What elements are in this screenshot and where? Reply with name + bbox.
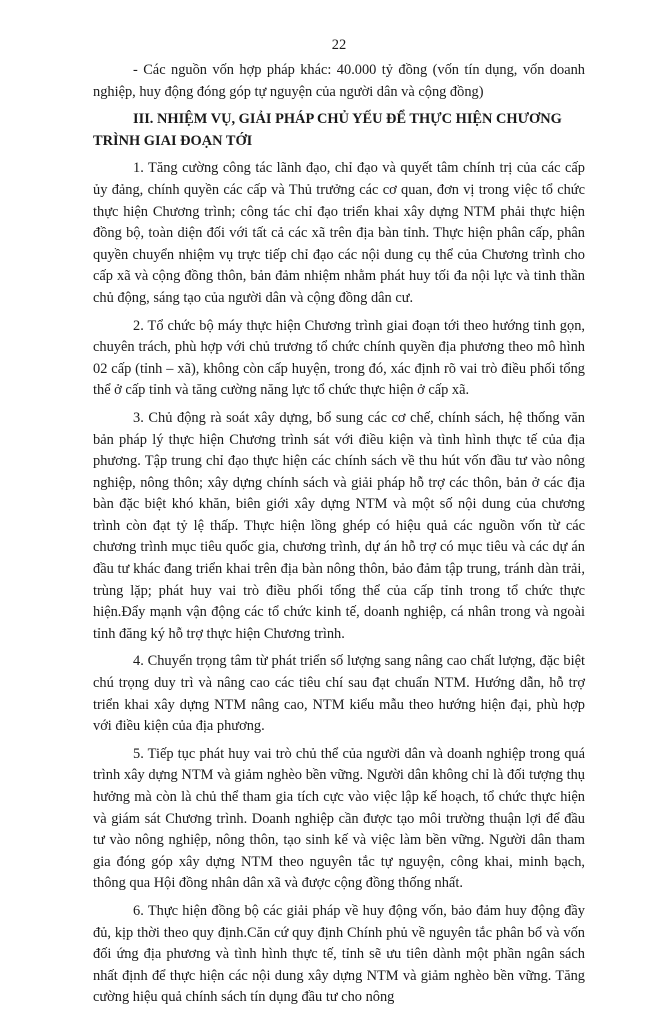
paragraph-3: 3. Chủ động rà soát xây dựng, bổ sung các cơ chế, chính sách, hệ thống văn bản pháp lý thực hiện Chương trình sát với điều kiện và tình hình thực tế của địa phương. Tập trung chỉ đạo thực hiện các chính sách về thu hút vốn đầu tư vào nông nghiệp, nông thôn; xây dựng chính sách và giải pháp hỗ trợ các thôn, bản ở các địa bàn đặc biệt khó khăn, biên giới xây dựng NTM và một số nội dung của chương trình còn đạt tỷ lệ thấp. Thực hiện lồng ghép có hiệu quả các nguồn vốn từ các chương trình mục tiêu quốc gia, chương trình, dự án hỗ trợ có mục tiêu và các dự án đầu tư khác đang triển khai trên địa bàn nông thôn, bảo đảm tập trung, tránh dàn trải, trùng lặp; phát huy vai trò điều phối tổng thể của cấp tỉnh trong tổ chức thực hiện.Đẩy mạnh vận động các tổ chức kinh tế, doanh nghiệp, cá nhân trong và ngoài tỉnh đăng ký hỗ trợ thực hiện Chương trình. bbox=[93, 409, 585, 642]
document-page bbox=[93, 36, 585, 1015]
paragraph-4: 4. Chuyển trọng tâm từ phát triển số lượng sang nâng cao chất lượng, đặc biệt chú trọng duy trì và nâng cao các tiêu chí sau đạt chuẩn NTM. Hướng dẫn, hỗ trợ triển khai xây dựng NTM nâng cao, NTM kiểu mẫu theo hướng hiện đại, phù hợp với điều kiện của địa phương. bbox=[93, 653, 585, 735]
paragraph-2: 2. Tổ chức bộ máy thực hiện Chương trình giai đoạn tới theo hướng tinh gọn, chuyên trách, phù hợp với chủ trương tổ chức chính quyền địa phương theo mô hình 02 cấp (tỉnh – xã), không còn cấp huyện, trong đó, xác định rõ vai trò điều phối tổng thể ở cấp tỉnh và tăng cường năng lực tổ chức thực hiện ở cấp xã. bbox=[93, 317, 585, 399]
section-heading: III. NHIỆM VỤ, GIẢI PHÁP CHỦ YẾU ĐỂ THỰC HIỆN CHƯƠNG TRÌNH GIAI ĐOẠN TỚI bbox=[93, 111, 562, 149]
page-number: 22 bbox=[331, 37, 347, 53]
paragraph-5: 5. Tiếp tục phát huy vai trò chủ thể của người dân và doanh nghiệp trong quá trình xây dựng NTM và giảm nghèo bền vững. Người dân không chỉ là đối tượng thụ hưởng mà còn là chủ thể tham gia tích cực vào việc lập kế hoạch, tổ chức thực hiện và giám sát Chương trình. Doanh nghiệp cần được tạo môi trường thuận lợi để đầu tư vào nông nghiệp, nông thôn, tạo sinh kế và việc làm bền vững. Người dân tham gia đóng góp xây dựng NTM theo nguyên tắc tự nguyện, công khai, minh bạch, thông qua Hội đồng nhân dân xã và được cộng đồng thống nhất. bbox=[93, 745, 585, 892]
paragraph-6: 6. Thực hiện đồng bộ các giải pháp về huy động vốn, bảo đảm huy động đầy đủ, kịp thời theo quy định.Căn cứ quy định Chính phủ về nguyên tắc phân bổ và vốn đối ứng địa phương và tình hình thực tế, tỉnh sẽ ưu tiên dành một phần ngân sách nhất định để thực hiện các nội dung xây dựng NTM và giảm nghèo bền vững. Tăng cường hiệu quả chính sách tín dụng đầu tư cho nông bbox=[93, 902, 585, 1006]
paragraph-1: 1. Tăng cường công tác lãnh đạo, chỉ đạo và quyết tâm chính trị của các cấp ủy đảng, chính quyền các cấp và Thủ trưởng các cơ quan, đơn vị trong việc tổ chức thực hiện Chương trình; công tác chỉ đạo triển khai xây dựng NTM phải thực hiện đồng bộ, toàn diện đối với tất cả các xã trên địa bàn tỉnh. Thực hiện phân cấp, phân quyền chuyển nhiệm vụ trực tiếp chỉ đạo các nội dung cụ thể của Chương trình cho cấp xã và cộng đồng thôn, bản đảm nhiệm nhằm phát huy tối đa nội lực và tinh thần chủ động, sáng tạo của người dân và cộng đồng dân cư. bbox=[93, 160, 585, 306]
intro-bullet: - Các nguồn vốn hợp pháp khác: 40.000 tỷ đồng (vốn tín dụng, vốn doanh nghiệp, huy động đóng góp tự nguyện của người dân và cộng đồng) bbox=[93, 62, 585, 100]
